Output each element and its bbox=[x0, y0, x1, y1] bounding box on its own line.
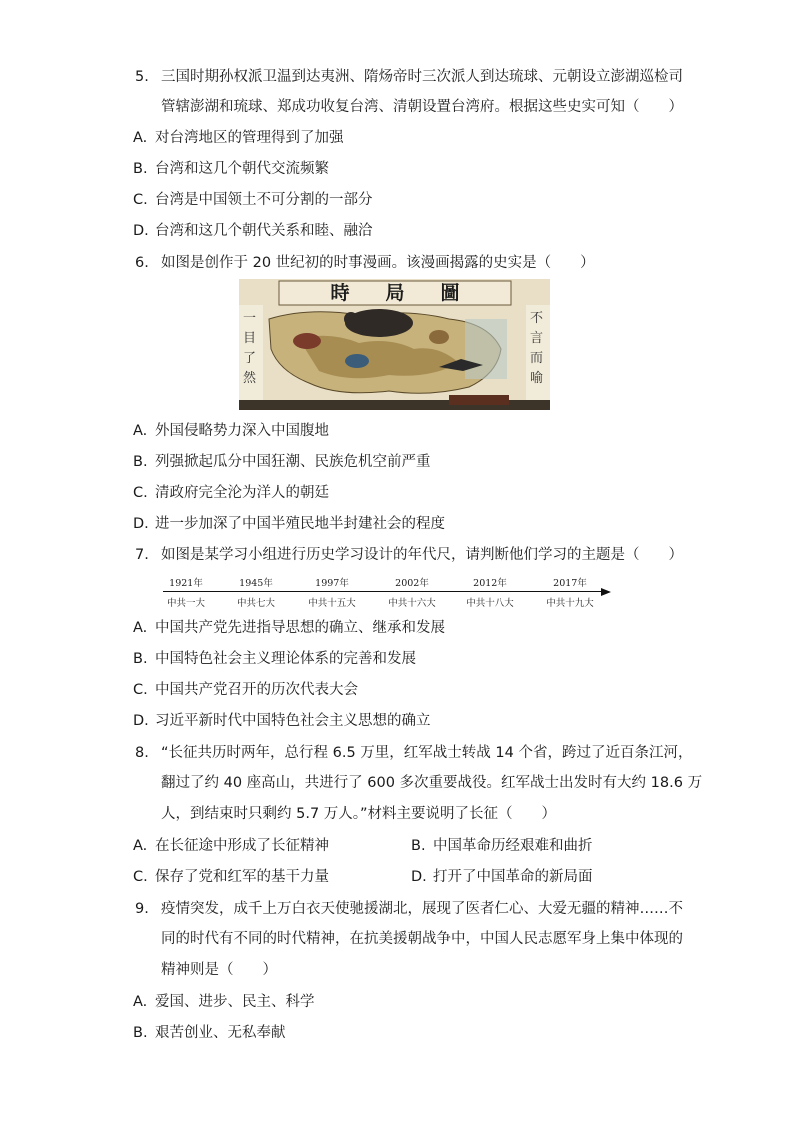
timeline-year: 2017年 bbox=[553, 578, 587, 589]
cartoon-left-caption: 一目了然 bbox=[243, 311, 257, 386]
option-text: 艰苦创业、无私奉献 bbox=[155, 1025, 286, 1041]
question-7-option-b bbox=[133, 649, 416, 669]
question-5-option-c bbox=[133, 190, 373, 210]
option-letter: C. bbox=[133, 869, 148, 885]
option-text: 保存了党和红军的基干力量 bbox=[155, 869, 329, 885]
cartoon-right-caption: 不言而喻 bbox=[530, 311, 544, 386]
option-letter: A. bbox=[133, 838, 148, 854]
question-5-option-d bbox=[133, 221, 373, 241]
option-letter: A. bbox=[133, 130, 148, 146]
question-7-stem: 如图是某学习小组进行历史学习设计的年代尺，请判断他们学习的主题是（ ） bbox=[161, 547, 683, 563]
option-text: 中国特色社会主义理论体系的完善和发展 bbox=[155, 651, 416, 667]
question-7-number: 7. bbox=[135, 547, 149, 563]
option-text: 进一步加深了中国半殖民地半封建社会的程度 bbox=[155, 516, 445, 532]
option-letter: A. bbox=[133, 620, 148, 636]
question-5-stem-line-1: 三国时期孙权派卫温到达夷洲、隋炀帝时三次派人到达琉球、元朝设立澎湖巡检司 bbox=[161, 69, 683, 85]
option-text: 中国共产党召开的历次代表大会 bbox=[155, 682, 358, 698]
question-8-option-a bbox=[133, 836, 329, 856]
timeline-year: 1945年 bbox=[239, 578, 273, 589]
option-text: 台湾和这几个朝代交流频繁 bbox=[155, 161, 329, 177]
question-9-number: 9. bbox=[135, 901, 149, 917]
question-9-option-a bbox=[133, 992, 315, 1012]
option-text: 对台湾地区的管理得到了加强 bbox=[155, 130, 344, 146]
option-text: 爱国、进步、民主、科学 bbox=[155, 994, 315, 1010]
question-6-option-a bbox=[133, 421, 329, 441]
question-6-option-c bbox=[133, 483, 329, 503]
question-8-option-d bbox=[411, 867, 593, 887]
question-9-stem-line-2: 同的时代有不同的时代精神，在抗美援朝战争中，中国人民志愿军身上集中体现的 bbox=[161, 931, 683, 947]
option-text: 外国侵略势力深入中国腹地 bbox=[155, 423, 329, 439]
option-letter: D. bbox=[133, 223, 149, 239]
option-letter: D. bbox=[411, 869, 427, 885]
question-8-number: 8. bbox=[135, 745, 149, 761]
option-text: 清政府完全沦为洋人的朝廷 bbox=[155, 485, 329, 501]
timeline-event: 中共十八大 bbox=[466, 598, 514, 609]
timeline-arrow-icon bbox=[601, 588, 611, 596]
question-7-option-a bbox=[133, 618, 445, 638]
question-5-option-a bbox=[133, 128, 344, 148]
option-letter: B. bbox=[133, 651, 148, 667]
timeline-year: 2012年 bbox=[473, 578, 507, 589]
option-text: 在长征途中形成了长征精神 bbox=[155, 838, 329, 854]
question-5-number: 5. bbox=[135, 69, 149, 85]
question-6-option-d bbox=[133, 514, 445, 534]
question-8-stem-line-1: “长征共历时两年，总行程 6.5 万里，红军战士转战 14 个省，跨过了近百条江河， bbox=[161, 745, 693, 761]
option-letter: D. bbox=[133, 713, 149, 729]
option-text: 习近平新时代中国特色社会主义思想的确立 bbox=[155, 713, 431, 729]
option-letter: C. bbox=[133, 485, 148, 501]
question-5-stem-line-2: 管辖澎湖和琉球、郑成功收复台湾、清朝设置台湾府。根据这些史实可知（ ） bbox=[161, 99, 683, 115]
question-8-stem-line-3: 人，到结束时只剩约 5.7 万人。”材料主要说明了长征（ ） bbox=[161, 806, 557, 822]
timeline-event: 中共七大 bbox=[236, 598, 276, 609]
timeline-ruler bbox=[161, 572, 616, 612]
question-6-stem: 如图是创作于 20 世纪初的时事漫画。该漫画揭露的史实是（ ） bbox=[161, 255, 595, 271]
timeline-event: 中共十六大 bbox=[388, 598, 436, 609]
option-letter: C. bbox=[133, 192, 148, 208]
timeline-year: 1997年 bbox=[315, 578, 349, 589]
question-6-number: 6. bbox=[135, 255, 149, 271]
question-7-option-d bbox=[133, 711, 431, 731]
option-text: 中国革命历经艰难和曲折 bbox=[433, 838, 593, 854]
question-5-option-b bbox=[133, 159, 329, 179]
option-letter: C. bbox=[133, 682, 148, 698]
timeline-year: 1921年 bbox=[169, 578, 203, 589]
question-8-stem-line-2: 翻过了约 40 座高山，共进行了 600 多次重要战役。红军战士出发时有大约 18.6 万 bbox=[161, 775, 703, 791]
timeline-year: 2002年 bbox=[395, 578, 429, 589]
question-9-option-b bbox=[133, 1023, 286, 1043]
option-letter: B. bbox=[411, 838, 426, 854]
current-situation-cartoon bbox=[239, 279, 550, 410]
question-9-stem-line-1: 疫情突发，成千上万白衣天使驰援湖北，展现了医者仁心、大爱无疆的精神……不 bbox=[161, 901, 683, 917]
timeline-event: 中共十五大 bbox=[308, 598, 356, 609]
option-letter: B. bbox=[133, 454, 148, 470]
cartoon-title: 時局圖 bbox=[330, 282, 496, 304]
timeline-event: 中共十九大 bbox=[546, 598, 594, 609]
option-text: 台湾和这几个朝代关系和睦、融洽 bbox=[155, 223, 373, 239]
question-9-stem-line-3: 精神则是（ ） bbox=[161, 962, 277, 978]
question-7-option-c bbox=[133, 680, 358, 700]
option-text: 台湾是中国领土不可分割的一部分 bbox=[155, 192, 373, 208]
timeline-event: 中共一大 bbox=[166, 598, 206, 609]
question-8-option-b bbox=[411, 836, 593, 856]
option-letter: A. bbox=[133, 423, 148, 439]
option-letter: A. bbox=[133, 994, 148, 1010]
option-letter: B. bbox=[133, 1025, 148, 1041]
timeline-axis bbox=[163, 591, 603, 592]
question-6-option-b bbox=[133, 452, 431, 472]
option-letter: D. bbox=[133, 516, 149, 532]
option-text: 打开了中国革命的新局面 bbox=[433, 869, 593, 885]
option-letter: B. bbox=[133, 161, 148, 177]
option-text: 列强掀起瓜分中国狂潮、民族危机空前严重 bbox=[155, 454, 431, 470]
question-8-option-c bbox=[133, 867, 329, 887]
option-text: 中国共产党先进指导思想的确立、继承和发展 bbox=[155, 620, 445, 636]
